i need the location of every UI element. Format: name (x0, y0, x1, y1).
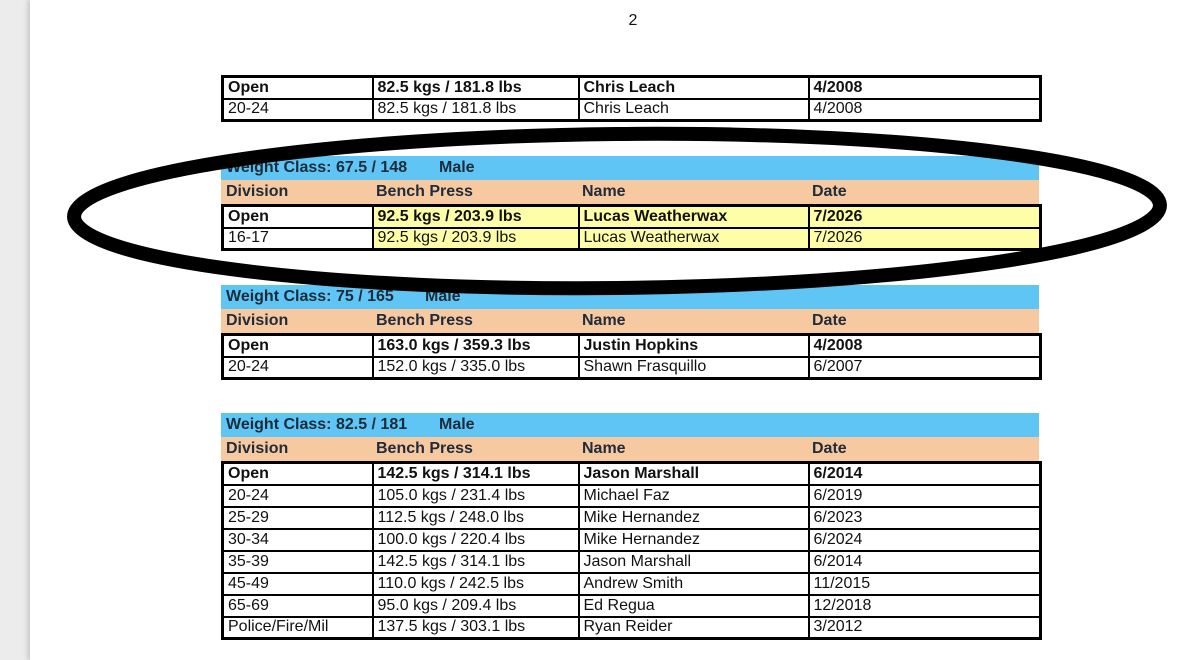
bench-cell: 152.0 kgs / 335.0 lbs (373, 357, 579, 379)
name-cell: Lucas Weatherwax (579, 228, 809, 250)
division-cell: 35-39 (223, 551, 373, 573)
weight-class-label: Weight Class: 82.5 / 181 (226, 416, 408, 433)
date-cell: 6/2007 (809, 357, 1041, 379)
bench-cell: 112.5 kgs / 248.0 lbs (373, 507, 579, 529)
date-cell: 11/2015 (809, 573, 1041, 595)
division-cell: 45-49 (223, 573, 373, 595)
continued-records-table (221, 75, 1042, 122)
name-header: Name (582, 312, 626, 329)
division-cell: Police/Fire/Mil (223, 617, 373, 639)
records-table (221, 204, 1042, 251)
column-header-bar (221, 437, 1039, 461)
division-cell: 25-29 (223, 507, 373, 529)
bench-cell: 142.5 kgs / 314.1 lbs (373, 551, 579, 573)
name-cell: Chris Leach (579, 99, 809, 121)
date-cell: 3/2012 (809, 617, 1041, 639)
date-cell: 6/2024 (809, 529, 1041, 551)
name-cell: Justin Hopkins (579, 335, 809, 357)
date-header: Date (812, 312, 847, 329)
name-cell: Jason Marshall (579, 551, 809, 573)
division-cell: Open (223, 77, 373, 99)
division-cell: 65-69 (223, 595, 373, 617)
page-number: 2 (628, 12, 638, 29)
name-cell: Shawn Frasquillo (579, 357, 809, 379)
weight-class-section (221, 285, 1039, 380)
records-table (221, 333, 1042, 380)
date-cell: 6/2019 (809, 485, 1041, 507)
table-row (223, 77, 1041, 99)
table-row (223, 595, 1041, 617)
date-cell: 12/2018 (809, 595, 1041, 617)
division-cell: Open (223, 463, 373, 485)
name-cell: Andrew Smith (579, 573, 809, 595)
division-cell: 16-17 (223, 228, 373, 250)
bench-cell: 95.0 kgs / 209.4 lbs (373, 595, 579, 617)
date-cell: 4/2008 (809, 77, 1041, 99)
table-row (223, 99, 1041, 121)
bench-cell: 82.5 kgs / 181.8 lbs (373, 99, 579, 121)
gender-label: Male (439, 159, 475, 176)
table-row (223, 529, 1041, 551)
table-row (223, 206, 1041, 228)
bench-header: Bench Press (376, 312, 473, 329)
division-cell: 20-24 (223, 357, 373, 379)
division-header: Division (226, 312, 289, 329)
weight-class-section (221, 156, 1039, 251)
column-header-bar (221, 309, 1039, 333)
name-cell: Mike Hernandez (579, 529, 809, 551)
table-row (223, 573, 1041, 595)
division-header: Division (226, 440, 289, 457)
name-header: Name (582, 440, 626, 457)
weight-class-bar (221, 413, 1039, 437)
table-row (223, 507, 1041, 529)
name-header: Name (582, 183, 626, 200)
bench-header: Bench Press (376, 183, 473, 200)
name-cell: Ed Regua (579, 595, 809, 617)
weight-class-bar (221, 285, 1039, 309)
bench-cell: 105.0 kgs / 231.4 lbs (373, 485, 579, 507)
bench-cell: 163.0 kgs / 359.3 lbs (373, 335, 579, 357)
weight-class-section (221, 413, 1039, 640)
table-row (223, 617, 1041, 639)
bench-cell: 137.5 kgs / 303.1 lbs (373, 617, 579, 639)
table-row (223, 228, 1041, 250)
continued-records-block (221, 75, 1039, 122)
name-cell: Jason Marshall (579, 463, 809, 485)
name-cell: Mike Hernandez (579, 507, 809, 529)
bench-cell: 100.0 kgs / 220.4 lbs (373, 529, 579, 551)
weight-class-label: Weight Class: 67.5 / 148 (226, 159, 408, 176)
date-cell: 4/2008 (809, 99, 1041, 121)
date-cell: 7/2026 (809, 228, 1041, 250)
division-cell: 30-34 (223, 529, 373, 551)
bench-header: Bench Press (376, 440, 473, 457)
table-row (223, 463, 1041, 485)
date-header: Date (812, 440, 847, 457)
table-row (223, 551, 1041, 573)
table-row (223, 357, 1041, 379)
name-cell: Chris Leach (579, 77, 809, 99)
date-cell: 6/2014 (809, 463, 1041, 485)
name-cell: Michael Faz (579, 485, 809, 507)
name-cell: Lucas Weatherwax (579, 206, 809, 228)
division-cell: 20-24 (223, 99, 373, 121)
date-cell: 6/2014 (809, 551, 1041, 573)
name-cell: Ryan Reider (579, 617, 809, 639)
weight-class-bar (221, 156, 1039, 180)
bench-cell: 82.5 kgs / 181.8 lbs (373, 77, 579, 99)
division-cell: 20-24 (223, 485, 373, 507)
bench-cell: 92.5 kgs / 203.9 lbs (373, 206, 579, 228)
document-page (30, 0, 1180, 660)
division-cell: Open (223, 335, 373, 357)
weight-class-label: Weight Class: 75 / 165 (226, 288, 394, 305)
division-cell: Open (223, 206, 373, 228)
bench-cell: 142.5 kgs / 314.1 lbs (373, 463, 579, 485)
bench-cell: 110.0 kgs / 242.5 lbs (373, 573, 579, 595)
records-table (221, 461, 1042, 640)
date-cell: 7/2026 (809, 206, 1041, 228)
bench-cell: 92.5 kgs / 203.9 lbs (373, 228, 579, 250)
table-row (223, 335, 1041, 357)
gender-label: Male (439, 416, 475, 433)
table-row (223, 485, 1041, 507)
date-header: Date (812, 183, 847, 200)
column-header-bar (221, 180, 1039, 204)
date-cell: 4/2008 (809, 335, 1041, 357)
gender-label: Male (425, 288, 461, 305)
date-cell: 6/2023 (809, 507, 1041, 529)
division-header: Division (226, 183, 289, 200)
